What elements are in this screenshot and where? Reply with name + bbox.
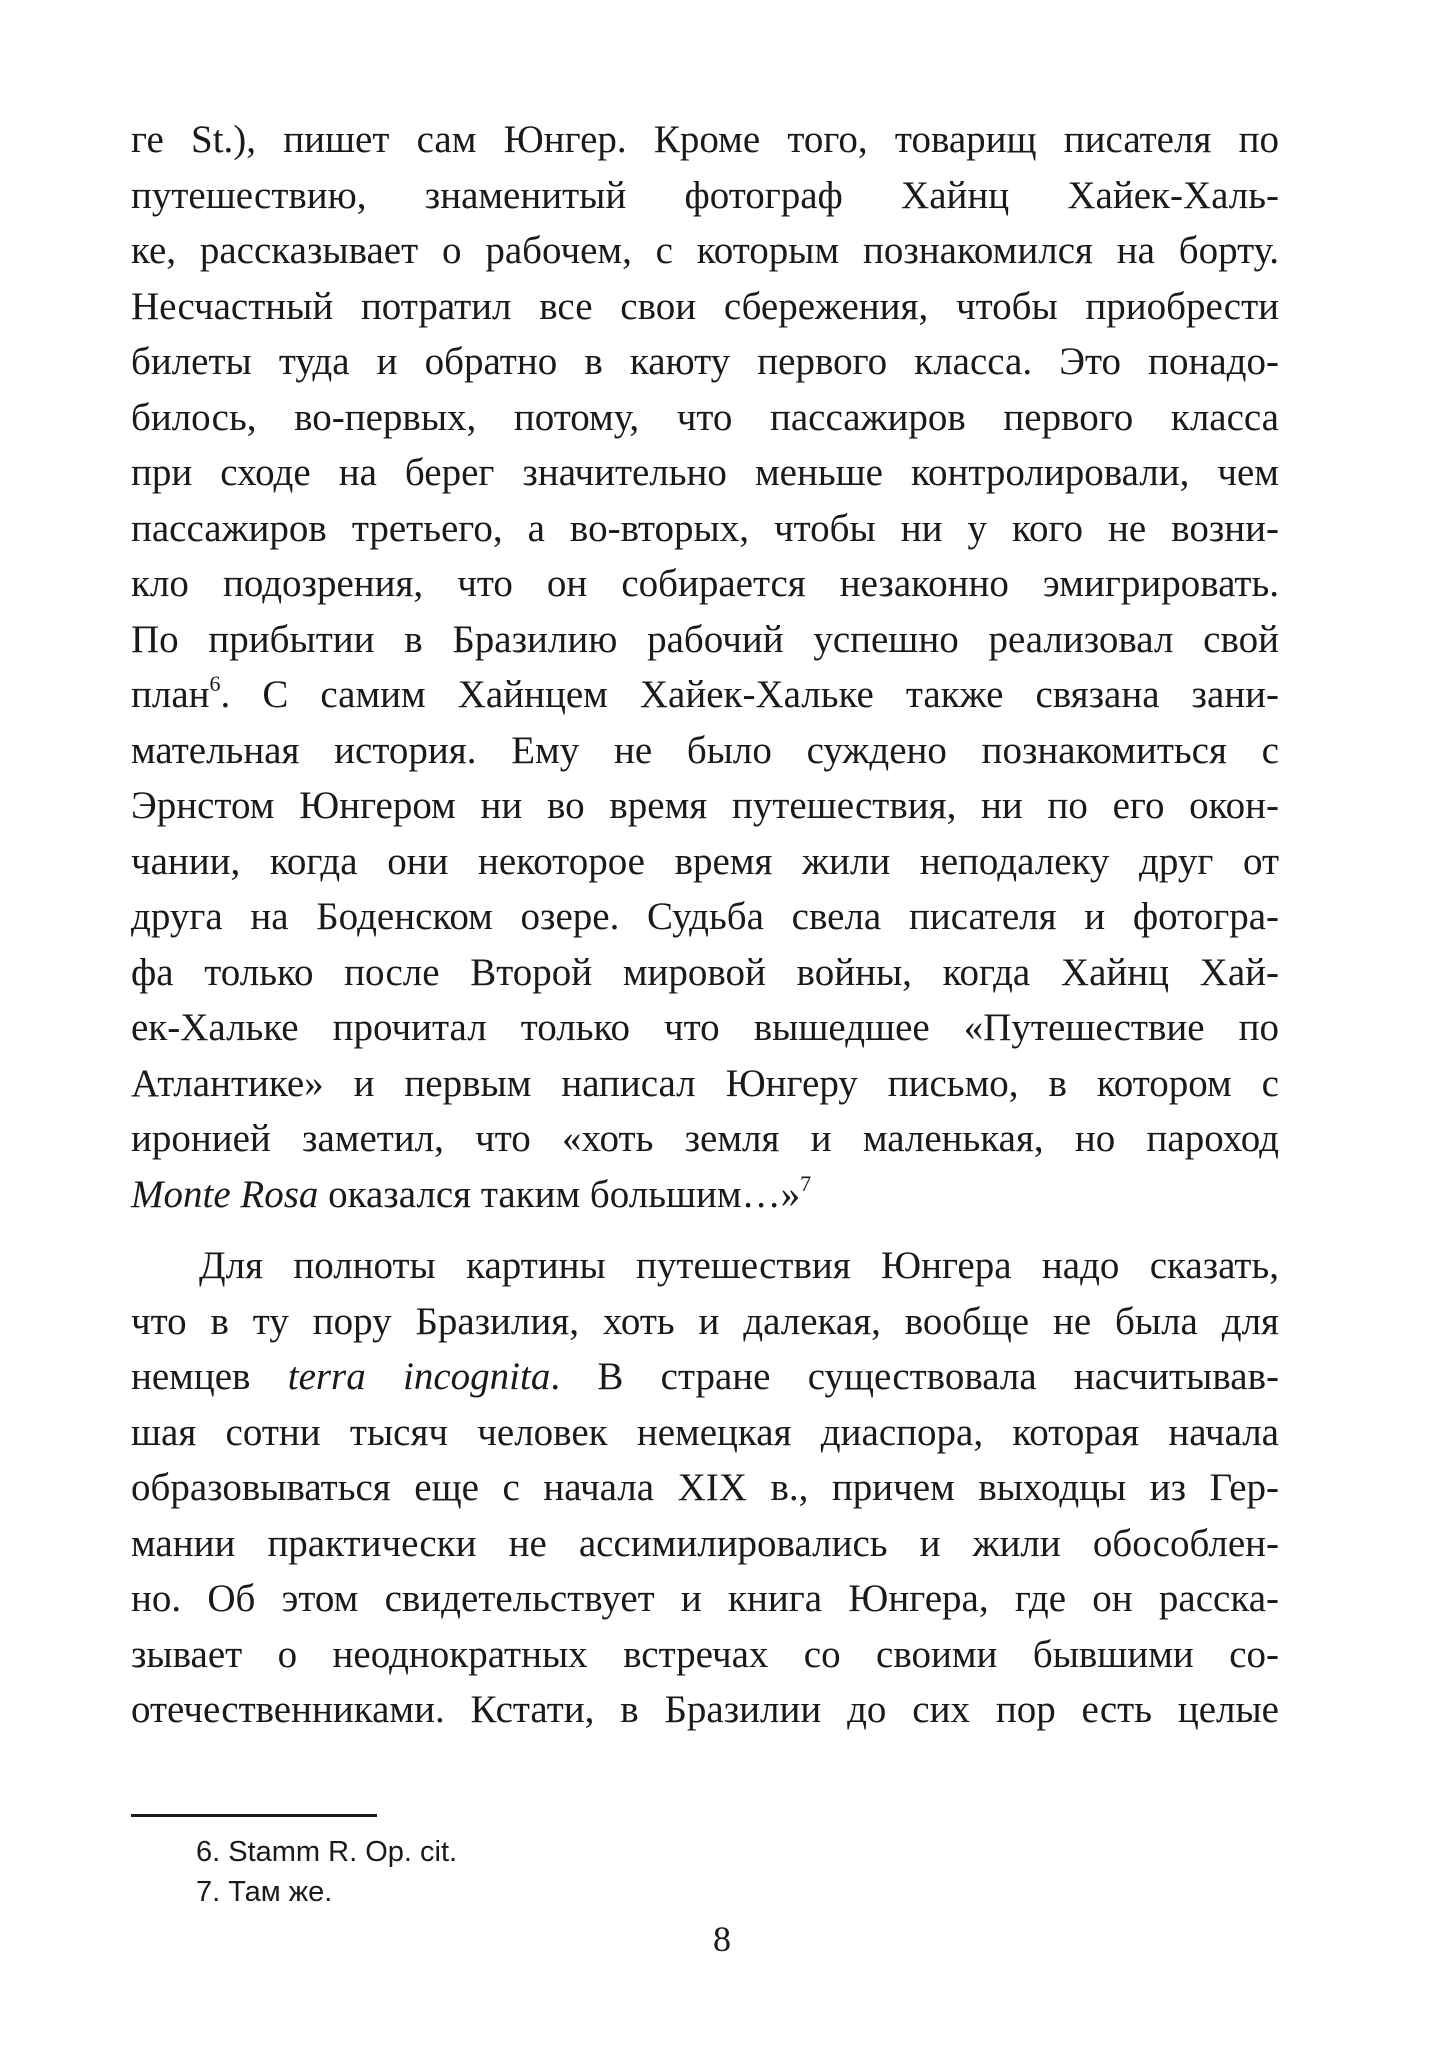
text-line: при сходе на берег значительно меньше контролировали, чем (131, 451, 1279, 494)
text-line: отечественниками. Кстати, в Бразилии до сих пор есть целые (131, 1688, 1279, 1731)
text-line: зывает о неоднократных встречах со своими бывшими со- (131, 1632, 1279, 1676)
text-line: Несчастный потратил все свои сбережения, чтобы приобрести (131, 284, 1279, 328)
text-line: Атлантике» и первым написал Юнгеру письмо, в котором с (131, 1061, 1279, 1105)
text-line: мательная история. Ему не было суждено познакомиться с (131, 728, 1279, 772)
text-line: ке, рассказывает о рабочем, с которым познакомился на борту. (131, 229, 1279, 272)
footnote-ref-6: 6 (209, 671, 221, 696)
text-line: но. Об этом свидетельствует и книга Юнгера, где он расска- (131, 1577, 1279, 1620)
text-line: ек-Хальке прочитал только что вышедшее «Путешествие по (131, 1006, 1279, 1049)
italic-ship-name: Monte Rosa (131, 1172, 319, 1216)
footnote-6: 6. Stamm R. Op. cit. (196, 1836, 458, 1868)
footnote-ref-7: 7 (800, 1170, 812, 1196)
text-fragment: план (131, 673, 210, 716)
text-line: чании, когда они некоторое время жили неподалеку друг от (131, 839, 1279, 883)
text-line: пассажиров третьего, а во-вторых, чтобы ни у кого не возни- (131, 506, 1279, 550)
text-fragment: оказался таким большим…» (318, 1172, 801, 1216)
text-fragment: . В стране существовала насчитывав- (550, 1355, 1279, 1398)
text-line: что в ту пору Бразилия, хоть и далекая, вообще не была для (131, 1299, 1279, 1343)
text-line-with-italic (131, 1349, 1279, 1405)
text-fragment: немцев (131, 1355, 288, 1398)
text-line: образовываться еще с начала XIX в., причем выходцы из Гер- (131, 1466, 1279, 1509)
text-line: иронией заметил, что «хоть земля и маленькая, но пароход (131, 1117, 1279, 1160)
text-line: Эрнстом Юнгером ни во время путешествия, ни по его окон- (131, 784, 1279, 827)
text-line: билеты туда и обратно в каюту первого класса. Это понадо- (131, 340, 1279, 383)
page-body (131, 112, 1279, 1738)
text-line: шая сотни тысяч человек немецкая диаспора, которая начала (131, 1410, 1279, 1454)
footnote-separator (131, 1814, 377, 1817)
text-fragment: . С самим Хайнцем Хайек-Хальке также связана зани- (220, 673, 1279, 716)
text-line: билось, во-первых, потому, что пассажиров первого класса (131, 395, 1279, 439)
italic-phrase: terra incognita (287, 1355, 551, 1398)
text-line: путешествию, знаменитый фотограф Хайнц Хайек-Халь- (131, 173, 1279, 217)
text-line: ге St.), пишет сам Юнгер. Кроме того, товарищ писателя по (131, 118, 1279, 161)
paragraph-2 (131, 1238, 1279, 1738)
paragraph-1 (131, 112, 1279, 1222)
text-line: фа только после Второй мировой войны, когда Хайнц Хай- (131, 950, 1279, 994)
text-line-with-footnote-ref (131, 667, 1279, 723)
page-number: 8 (713, 1919, 731, 1959)
text-line: друга на Боденском озере. Судьба свела писателя и фотогра- (131, 895, 1279, 938)
footnotes (196, 1832, 457, 1912)
text-line: кло подозрения, что он собирается незаконно эмигрировать. (131, 562, 1279, 605)
text-line-last (131, 1167, 1279, 1223)
text-line-indented: Для полноты картины путешествия Юнгера надо сказать, (199, 1244, 1279, 1287)
footnote-7: 7. Там же. (196, 1876, 333, 1908)
text-line: мании практически не ассимилировались и жили обособлен- (131, 1521, 1279, 1565)
text-line: По прибытии в Бразилию рабочий успешно реализовал свой (131, 617, 1279, 661)
